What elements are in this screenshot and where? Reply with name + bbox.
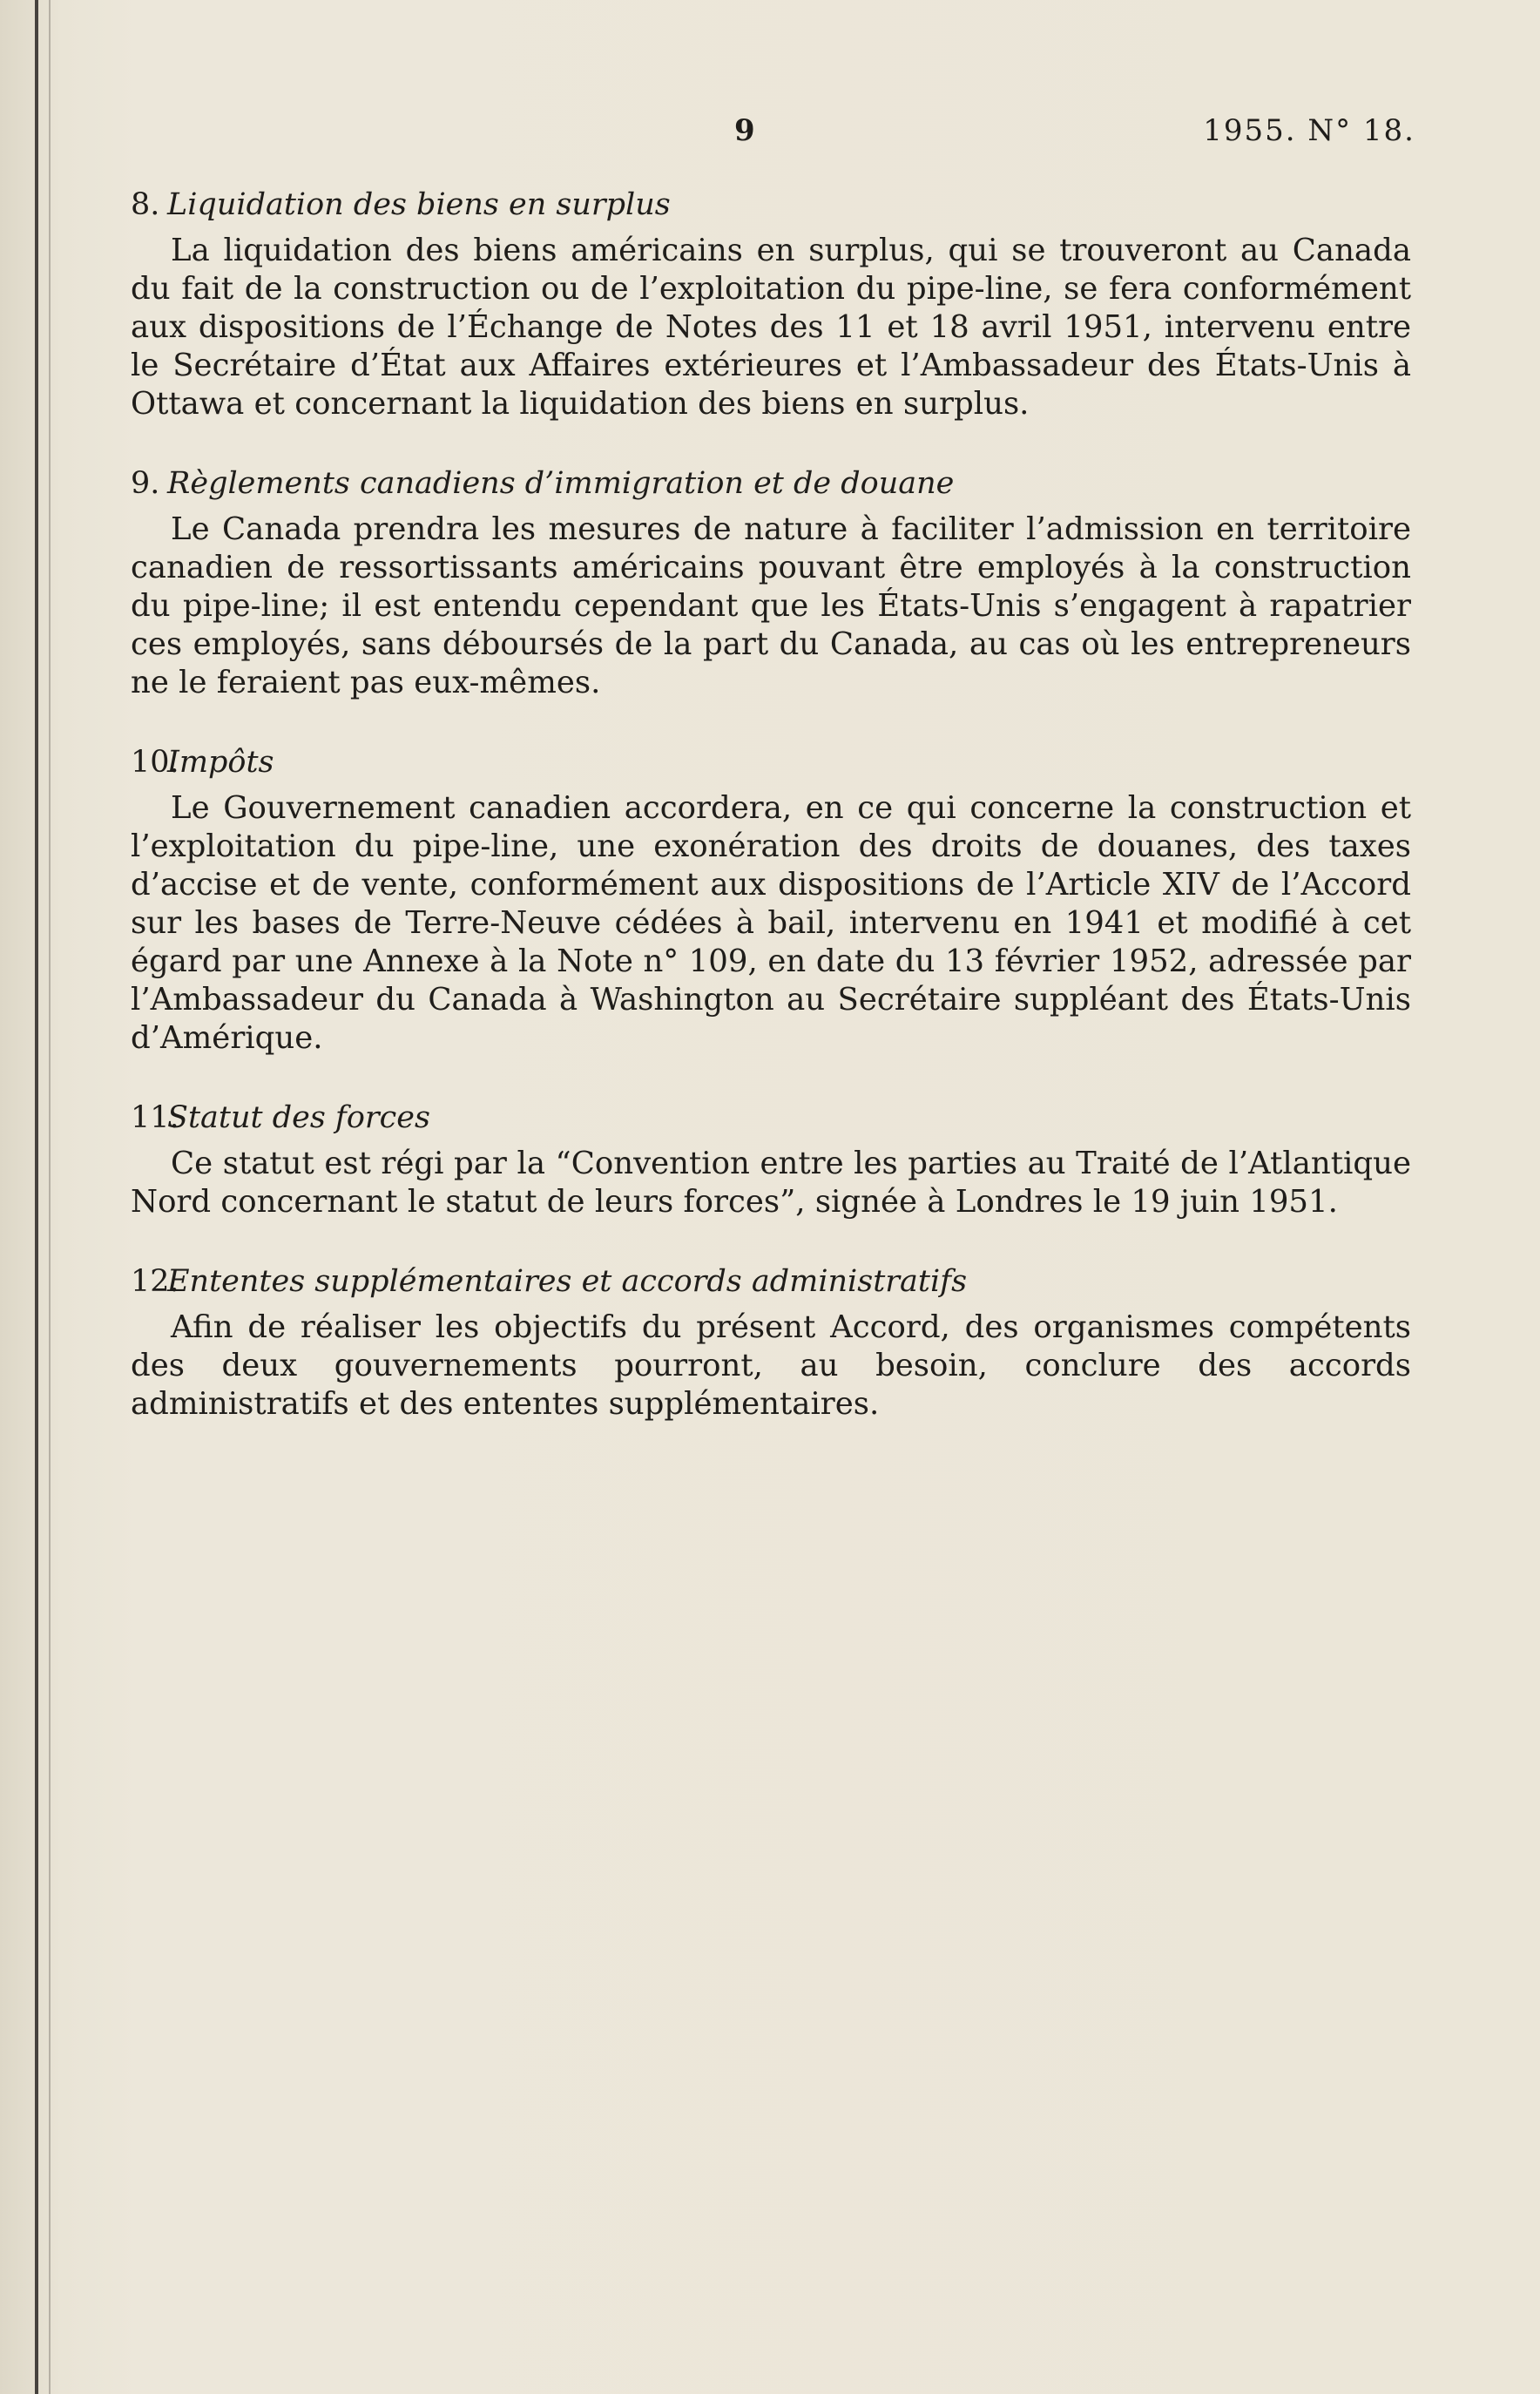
section-heading <box>131 462 1411 505</box>
page-header <box>170 113 1415 157</box>
issue-reference: 1955. N° 18. <box>1203 113 1415 148</box>
section-9 <box>131 462 1411 702</box>
page-number: 9 <box>734 113 755 148</box>
section-paragraph: La liquidation des biens américains en surplus, qui se trouveront au Canada du fait de la construction ou de l’exploitation du pipe-line, se fera conformément aux dispositions de l’Échange de Notes des 11 et 18 avril 1951, intervenu entre le Secrétaire d’État aux Affaires extérieures et l’Ambassadeur des États-Unis à Ottawa et concernant la liquidation des biens en surplus. <box>131 233 1411 422</box>
section-number: 10. <box>131 745 179 780</box>
section-number: 12. <box>131 1264 179 1299</box>
section-heading <box>131 741 1411 784</box>
section-title: Règlements canadiens d’immigration et de douane <box>167 466 955 501</box>
section-heading <box>131 1096 1411 1140</box>
section-title: Statut des forces <box>167 1100 430 1135</box>
section-heading <box>131 183 1411 227</box>
section-heading <box>131 1260 1411 1303</box>
section-12 <box>131 1260 1411 1424</box>
section-number: 11. <box>131 1100 179 1135</box>
section-10 <box>131 741 1411 1058</box>
document-body <box>131 183 1411 1462</box>
section-paragraph: Afin de réaliser les objectifs du présent Accord, des organismes compétents des deux gouvernements pourront, au besoin, conclure des accords administratifs et des ententes supplémentaires. <box>131 1309 1411 1422</box>
section-paragraph: Le Canada prendra les mesures de nature à faciliter l’admission en territoire canadien de ressortissants américains pouvant être employés à la construction du pipe-line; il est entendu cependant que les États-Unis s’engagent à rapatrier ces employés, sans déboursés de la part du Canada, au cas où les entrepreneurs ne le feraient pas eux-mêmes. <box>131 511 1411 700</box>
section-8 <box>131 183 1411 423</box>
section-title: Impôts <box>167 745 274 780</box>
section-paragraph: Le Gouvernement canadien accordera, en ce qui concerne la construction et l’exploitation du pipe-line, une exonération des droits de douanes, des taxes d’accise et de vente, conformément aux dispositions de l’Article XIV de l’Accord sur les bases de Terre-Neuve cédées à bail, intervenu en 1941 et modifié à cet égard par une Annexe à la Note n° 109, en date du 13 février 1952, adressée par l’Ambassadeur du Canada à Washington au Secrétaire suppléant des États-Unis d’Amérique. <box>131 790 1411 1056</box>
section-11 <box>131 1096 1411 1221</box>
binding-shadow <box>49 0 51 2394</box>
section-title: Liquidation des biens en surplus <box>167 187 671 222</box>
section-number: 8. <box>131 187 160 222</box>
binding-edge <box>35 0 38 2394</box>
section-paragraph: Ce statut est régi par la “Convention entre les parties au Traité de l’Atlantique Nord concernant le statut de leurs forces”, signée à Londres le 19 juin 1951. <box>131 1146 1411 1220</box>
section-title: Ententes supplémentaires et accords administratifs <box>167 1264 968 1299</box>
section-number: 9. <box>131 466 160 501</box>
